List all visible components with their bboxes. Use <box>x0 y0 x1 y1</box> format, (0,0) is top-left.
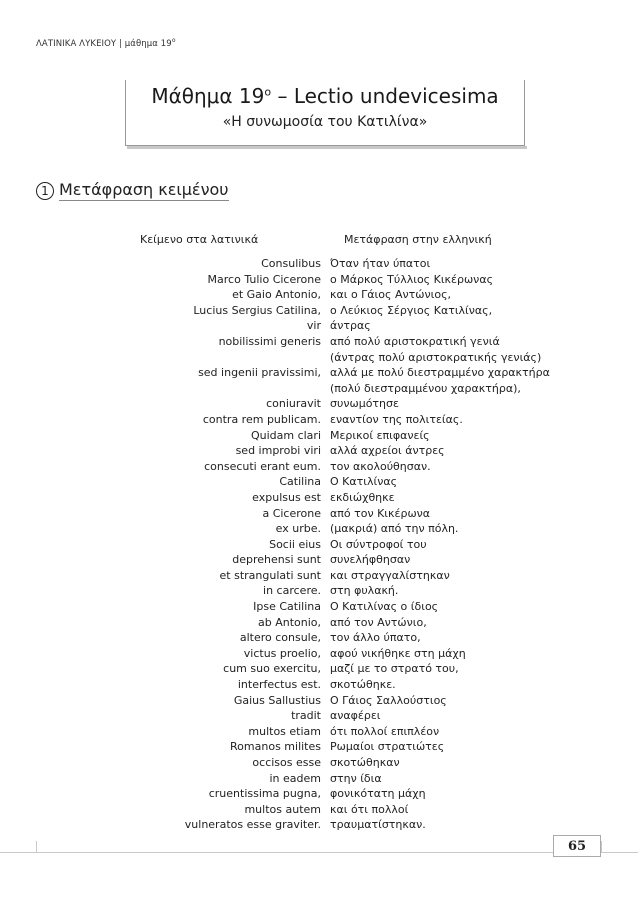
greek-translation: Όταν ήταν ύπατοι <box>330 257 431 270</box>
greek-translation: (μακριά) από την πόλη. <box>330 522 459 536</box>
latin-text: a Cicerone <box>262 506 321 520</box>
translation-lines <box>0 256 638 833</box>
latin-text: Quidam clari <box>250 428 321 442</box>
greek-translation: Μερικοί επιφανείς <box>330 428 430 442</box>
greek-translation: συνελήφθησαν <box>330 553 411 567</box>
column-header-latin: Κείμενο στα λατινικά <box>140 233 259 246</box>
translation-row <box>0 583 638 599</box>
latin-text: contra rem publicam. <box>202 412 321 426</box>
translation-row <box>0 474 638 490</box>
translation-row <box>0 552 638 568</box>
latin-text: cum suo exercitu, <box>223 662 321 676</box>
section-heading <box>36 180 229 201</box>
latin-text: sed improbi viri <box>235 444 321 458</box>
translation-row <box>0 708 638 724</box>
translation-row <box>0 646 638 662</box>
greek-translation: Ο Κατιλίνας ο ίδιος <box>330 600 439 614</box>
page-number: 65 <box>567 838 587 854</box>
greek-translation: από πολύ αριστοκρατική γενιά <box>330 334 500 348</box>
greek-translation: από τον Κικέρωνα <box>330 506 431 520</box>
translation-row <box>0 318 638 334</box>
title-box-shadow <box>127 146 527 149</box>
greek-translation: Ο Κατιλίνας <box>330 475 398 489</box>
latin-text: occisos esse <box>252 756 321 769</box>
latin-text: tradit <box>291 709 321 723</box>
greek-translation: αλλά με πολύ διεστραμμένο χαρακτήρα <box>330 366 550 380</box>
latin-text: ab Antonio, <box>257 615 321 629</box>
latin-text: vir <box>306 319 321 333</box>
latin-text: Consulibus <box>261 257 321 270</box>
latin-text: Lucius Sergius Catilina, <box>193 303 321 317</box>
latin-text: Socii eius <box>269 537 321 551</box>
translation-row <box>0 303 638 319</box>
latin-text: victus proelio, <box>243 646 321 660</box>
greek-translation: Ο Γάιος Σαλλούστιος <box>330 693 447 707</box>
translation-row <box>0 334 638 350</box>
section-number-badge: 1 <box>36 182 54 200</box>
latin-text: Gaius Sallustius <box>233 693 321 707</box>
translation-row <box>0 599 638 615</box>
latin-text: vulneratos esse graviter. <box>184 818 321 832</box>
latin-text: Catilina <box>279 475 321 489</box>
translation-row <box>0 381 638 397</box>
greek-translation: ο Λεύκιος Σέργιος Κατιλίνας, <box>330 303 493 317</box>
latin-text: altero consule, <box>239 631 321 645</box>
greek-translation: από τον Αντώνιο, <box>330 615 427 629</box>
footer-left-tick <box>0 841 37 852</box>
translation-row <box>0 786 638 802</box>
greek-translation: εκδιώχθηκε <box>330 490 395 504</box>
translation-row <box>0 771 638 787</box>
translation-row <box>0 802 638 818</box>
greek-translation: εναντίον της πολιτείας. <box>330 412 463 426</box>
translation-row <box>0 615 638 631</box>
latin-text: et Gaio Antonio, <box>232 288 321 302</box>
lesson-subtitle: «Η συνωμοσία του Κατιλίνα» <box>222 114 428 130</box>
greek-translation: σκοτώθηκαν <box>330 756 400 769</box>
translation-row <box>0 739 638 755</box>
greek-translation: Ρωμαίοι στρατιώτες <box>330 740 445 754</box>
latin-text: in eadem <box>269 771 321 785</box>
section-title: Μετάφραση κειμένου <box>59 180 229 199</box>
greek-translation: στη φυλακή. <box>330 584 399 598</box>
translation-row <box>0 755 638 771</box>
greek-translation: και ότι πολλοί <box>330 802 409 816</box>
latin-text: et strangulati sunt <box>219 568 321 582</box>
greek-translation: στην ίδια <box>330 771 382 785</box>
translation-row <box>0 817 638 833</box>
lesson-title-box <box>125 80 525 146</box>
translation-row <box>0 724 638 740</box>
footer-right-tick <box>601 841 638 852</box>
translation-row <box>0 272 638 288</box>
latin-text: multos etiam <box>248 724 321 738</box>
translation-row <box>0 256 638 272</box>
translation-row <box>0 428 638 444</box>
translation-row <box>0 521 638 537</box>
translation-row <box>0 677 638 693</box>
latin-text: coniuravit <box>266 397 321 411</box>
translation-row <box>0 661 638 677</box>
greek-translation: τον άλλο ύπατο, <box>330 631 421 645</box>
latin-text: Ipse Catilina <box>253 600 321 614</box>
translation-row <box>0 537 638 553</box>
greek-translation: και ο Γάιος Αντώνιος, <box>330 288 452 302</box>
translation-row <box>0 568 638 584</box>
latin-text: interfectus est. <box>237 678 321 692</box>
latin-text: sed ingenii pravissimi, <box>198 366 321 380</box>
greek-translation: ο Μάρκος Τύλλιος Κικέρωνας <box>330 272 494 286</box>
latin-text: Romanos milites <box>230 740 321 754</box>
greek-translation: ότι πολλοί επιπλέον <box>330 724 440 738</box>
translation-row <box>0 287 638 303</box>
column-header-greek: Μετάφραση στην ελληνική <box>344 233 492 246</box>
page-number-box <box>553 835 601 857</box>
lesson-title-sup: ο <box>264 85 272 99</box>
latin-text: nobilissimi generis <box>218 334 321 348</box>
latin-text: in carcere. <box>263 584 321 598</box>
lesson-title-main: Μάθημα 19 <box>151 84 265 108</box>
greek-translation: (πολύ διεστραμμένου χαρακτήρα), <box>330 381 521 395</box>
translation-row <box>0 693 638 709</box>
translation-row <box>0 443 638 459</box>
running-header-text: ΛΑΤΙΝΙΚΑ ΛΥΚΕΙΟΥ | μάθημα 19 <box>36 38 172 49</box>
greek-translation: τον ακολούθησαν. <box>330 459 431 473</box>
greek-translation: άντρας <box>330 319 371 333</box>
greek-translation: συνωμότησε <box>330 397 399 411</box>
running-header-sup: ο <box>171 37 176 44</box>
latin-text: consecuti erant eum. <box>204 459 321 473</box>
translation-row <box>0 490 638 506</box>
translation-row <box>0 396 638 412</box>
footer-rule <box>0 852 638 853</box>
translation-row <box>0 459 638 475</box>
greek-translation: (άντρας πολύ αριστοκρατικής γενιάς) <box>330 350 542 364</box>
latin-text: Marco Tulio Cicerone <box>207 272 321 286</box>
lesson-title-latin: – Lectio undevicesima <box>271 84 499 108</box>
greek-translation: σκοτώθηκε. <box>330 678 396 692</box>
latin-text: cruentissima pugna, <box>208 787 321 801</box>
latin-text: multos autem <box>244 802 321 816</box>
running-header <box>36 37 176 49</box>
translation-row <box>0 630 638 646</box>
greek-translation: φονικότατη μάχη <box>330 787 426 801</box>
translation-row <box>0 412 638 428</box>
greek-translation: μαζί με το στρατό του, <box>330 662 459 676</box>
latin-text: expulsus est <box>252 490 321 504</box>
translation-row <box>0 506 638 522</box>
lesson-title <box>126 84 524 108</box>
greek-translation: Οι σύντροφοί του <box>330 537 427 551</box>
translation-row <box>0 365 638 381</box>
translation-row <box>0 350 638 366</box>
latin-text: ex urbe. <box>275 522 321 536</box>
latin-text: deprehensi sunt <box>232 553 321 567</box>
greek-translation: και στραγγαλίστηκαν <box>330 568 450 582</box>
greek-translation: αφού νικήθηκε στη μάχη <box>330 646 466 660</box>
greek-translation: αναφέρει <box>330 709 381 723</box>
greek-translation: αλλά αχρείοι άντρες <box>330 444 445 458</box>
greek-translation: τραυματίστηκαν. <box>330 818 426 832</box>
